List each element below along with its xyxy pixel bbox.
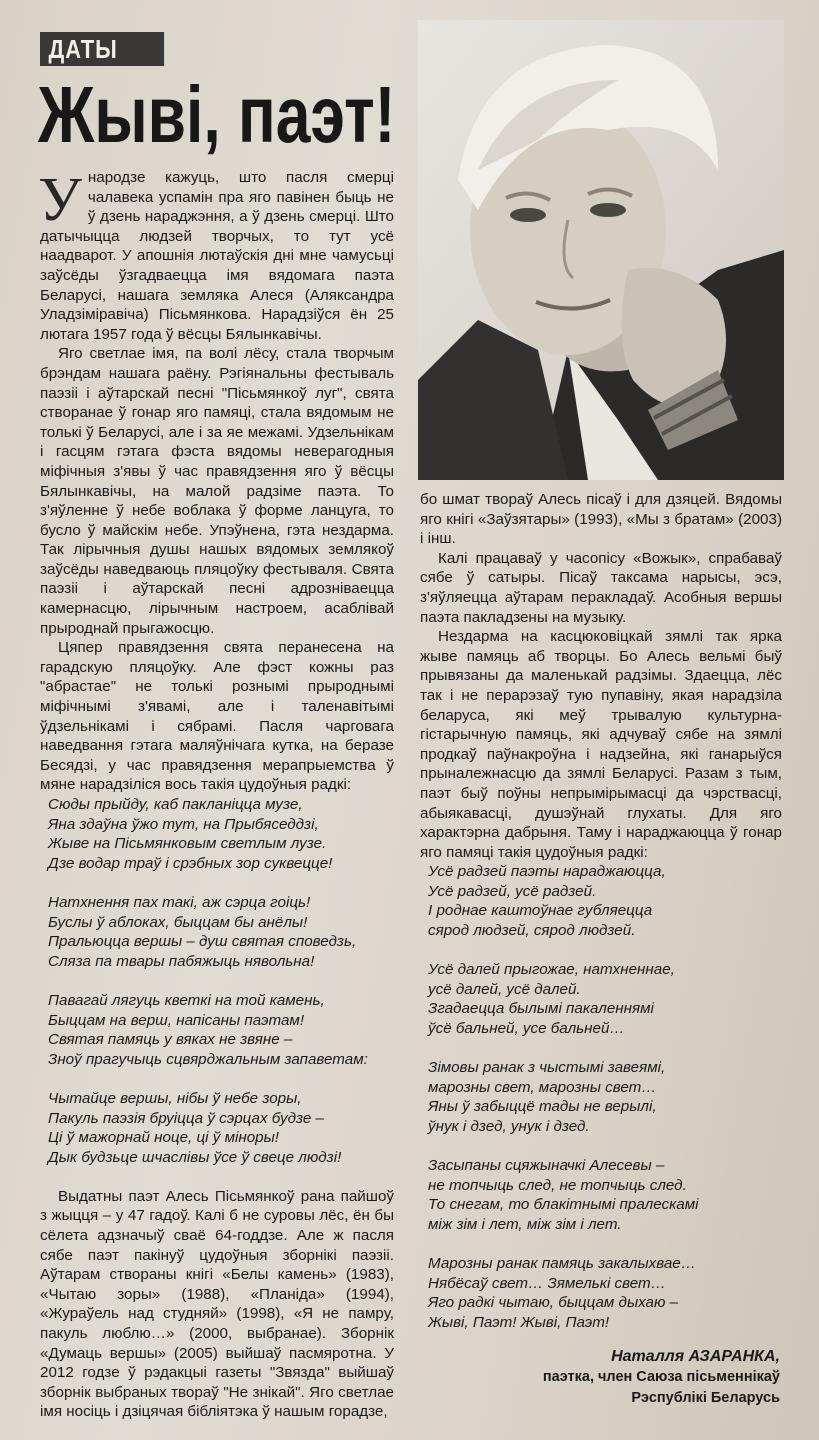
poem-stanza: Натхнення пах такі, аж сэрца гоіць! Буслы ў аблоках, быццам бы анёлы! Пральюцца вершы – душ святая споведзь, Сляза па твары пабяжыць нявольна!	[48, 893, 357, 970]
poem-stanza: Засыпаны сцяжыначкі Алесевы – не топчыць след, не топчыць след. То снегам, то блакітнымі пралескамі між зім і лет, між зім і лет.	[428, 1157, 699, 1233]
poem-stanza: Марозны ранак памяць закалыхвае… Нябёсаў свет… Зямелькі свет… Яго радкі чытаю, быццам дыхаю – Жыві, Паэт! Жыві, Паэт!	[428, 1255, 696, 1331]
paragraph: Калі працаваў у часопісу «Вожык», спрабаваў сябе ў сатыры. Пісаў таксама нарысы, эсэ, з'яўляецца аўтарам перакладаў. Асобныя вершы паэта пакладзены на музыку.	[420, 549, 782, 626]
author-signature	[470, 1346, 780, 1409]
poem-stanza: Зімовы ранак з чыстымі завеямі, марозны свет, марозны свет… Яны ў забыццё тады не верылі, ўнук і дзед, унук і дзед.	[428, 1059, 666, 1135]
poem-stanza: Усё далей прыгожае, натхненнае, усё далей, усё далей. Згадаецца былымі пакаленнямі ўсё бальней, усе бальней…	[428, 961, 675, 1038]
paragraph: Выдатны паэт Алесь Пісьмянкоў рана пайшоў з жыцця – у 47 гадоў. Калі б не суровы лёс, ён бы сёлета адзначыў сваё 64-годдзе. Але ж пасля сябе паэт пакінуў цудоўныя зборнікі паэзіі. Аўтарам створаны кнігі «Белы камень» (1983), «Чытаю зоры» (1988), «Планіда» (1994), «Жураўель над студняй» (1998), «Я не памру, пакуль люблю…» (2000, выбранае). Зборнік «Думаць вершы» (2005) выйшаў пасмяротна. У 2012 годзе ў рэдакцыі газеты "Звязда" выйшаў зборнік выбраных твораў "Не знікай". Яго светлае імя носіць і дзіцячая бібліятэка ў нашым горадзе,	[40, 1187, 394, 1421]
rubric-label: ДАТЫ	[40, 32, 164, 66]
author-affiliation: Рэспублікі Беларусь	[631, 1390, 780, 1406]
author-title: паэтка, член Саюза пісьменнікаў	[542, 1369, 780, 1385]
poet-portrait-photo	[418, 20, 784, 480]
paragraph: Цяпер правядзення свята перанесена на гарадскую пляцоўку. Але фэст кожны раз "абрастае" не толькі рознымі прыроднымі міфічнымі з'явамі, але і таленавітымі ўдзельнікамі і сябрамі. Пасля чарговага наведвання гэтага маляўнічага кутка, на беразе Бесядзі, у час правядзення мерапрыемства ў мяне нарадзіліся вось такія цудоўныя радкі:	[40, 639, 394, 794]
lead-text: народзе кажуць, што пасля смерці чалавека успамін пра яго павінен быць не ў дзень нараджэння, а ў дзень смерці. Што датычыцца людзей творчых, то тут усё наадварот. У апошнія лютаўскія дні мне чамусьці заўсёды ўзгадваецца імя вядомага паэта Беларусі, нашага земляка Алеся (Аляксандра Уладзіміравіча) Пісьмянкова. Нарадзіўся ён 25 лютага 1957 года ў вёсцы Бялынкавічы.	[40, 169, 394, 343]
drop-cap: У	[38, 166, 82, 234]
poem-stanza: Чытайце вершы, нібы ў небе зоры, Пакуль паэзія бруіцца ў сэрцах будзе – Ці ў мажорнай ноце, ці ў міноры! Дык будзьце шчаслівы ўсе ў свеце людзі!	[48, 1089, 342, 1166]
paragraph: Нездарма на касцюковіцкай зямлі так ярка жыве памяць аб творцы. Бо Алесь вельмі быў прывязаны да маленькай радзімы. Здаецца, лёс так і не перарэзаў тую пупавіну, якая нарадзіла беларуса, які меў трывалую культурна-гістарычную памяць, які адчуваў сябе на зямлі продкаў паўнакроўна і надзейна, які ганарыўся прыналежнасцю да зямлі Беларусі. Разам з тым, паэт быў поўны непрымірымасці да чэрствасці, абыякавасці, душэўнай глухаты. Для яго характэрна дабрыня. Таму і нараджаюцца ў гонар яго памяці такія цудоўныя радкі:	[420, 628, 782, 861]
lead-paragraph	[40, 168, 394, 344]
portrait-photo-icon	[418, 20, 784, 480]
paragraph: бо шмат твораў Алесь пісаў і для дзяцей. Вядомы яго кнігі «Заўзятары» (1993), «Мы з братам» (2003) і інш.	[420, 491, 782, 548]
left-column	[40, 168, 394, 1422]
poem-stanza: Павагай лягуць кветкі на той камень, Быццам на верш, напісаны паэтам! Святая памяць у вяках не звяне – Зноў прагучыць сцвярджальным запаветам:	[48, 991, 368, 1068]
right-column	[420, 490, 782, 1333]
paragraph: Яго светлае імя, па волі лёсу, стала творчым брэндам нашага раёну. Рэгіянальны фестываль паэзіі і аўтарскай песні "Пісьмянкоў луг", свята створанае ў гонар яго памяці, стала вядомым не толькі ў Беларусі, але і за яе межамі. Удзельнікам і гасцям гэтага фэста вядомы неверагодныя міфічныя з'явы ў час правядзення яго ў вёсцы Бялынкавічы, на малой радзіме паэта. То з'яўленне ў небе воблака ў форме ланцуга, то бусло ў майскім небе. Упэўнена, гэта нездарма. Так лірычныя душы нашых вядомых землякоў заўсёды наведваюць пляцоўку фестываля. Свята паэзіі і аўтарскай песні адрозніваецца камернасцю, лірычным настроем, асаблівай прыроднай прыгажосцю.	[40, 345, 394, 637]
poem-stanza: Сюды прыйду, каб пакланіцца музе, Яна здаўна ўжо тут, на Прыбяседдзі, Жыве на Пісьмянковым светлым лузе. Дзе водар траў і срэбных зор суквецце!	[48, 796, 333, 872]
author-name: Наталля АЗАРАНКА,	[611, 1348, 780, 1365]
article-headline: Жыві, паэт!	[38, 70, 396, 159]
poem-stanza: Усё радзей паэты нараджаюцца, Усё радзей, усё радзей. І роднае каштоўнае губляецца сярод людзей, сярод людзей.	[428, 863, 666, 940]
